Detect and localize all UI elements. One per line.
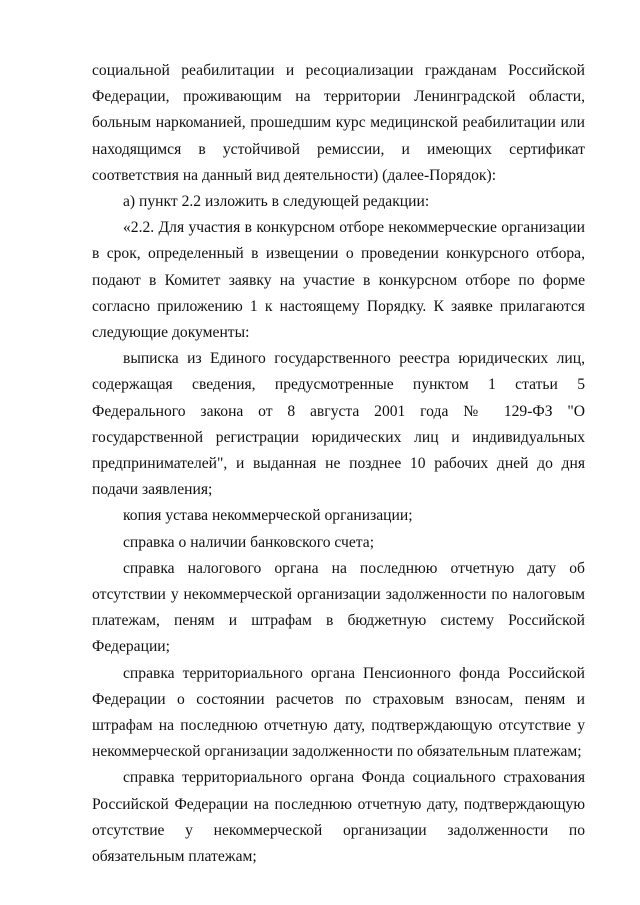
- paragraph-clause-2-2: «2.2. Для участия в конкурсном отборе некоммерческие организации в срок, определенный в извещении о проведении конкурсного отбора, подают в Комитет заявку на участие в конкурсном отборе по форме согласно приложению 1 к настоящему Порядку. К заявке прилагаются следующие документы:: [92, 219, 585, 342]
- paragraph-bank-account: справка о наличии банковского счета;: [123, 533, 375, 551]
- paragraph-tax-certificate: справка налогового органа на последнюю отчетную дату об отсутствии у некоммерческой организации задолженности по налоговым платежам, пеням и штрафам в бюджетную систему Российской Федерации;: [92, 559, 585, 656]
- document-body: [92, 58, 585, 870]
- paragraph-pension-fund-certificate: справка территориального органа Пенсионного фонда Российской Федерации о состоянии расчетов по страховым взносам, пеням и штрафам на последнюю отчетную дату, подтверждающую отсутствие у некоммерческой организации задолженности по обязательным платежам;: [92, 664, 585, 761]
- paragraph-item-a: а) пункт 2.2 изложить в следующей редакции:: [123, 193, 430, 211]
- paragraph-order-intro: социальной реабилитации и ресоциализации гражданам Российской Федерации, проживающим на территории Ленинградской области, больным наркоманией, прошедшим курс медицинской реабилитации или находящимся в устойчивой ремиссии, и имеющих сертификат соответствия на данный вид деятельности) (далее-Порядок):: [92, 62, 585, 184]
- paragraph-charter-copy: копия устава некоммерческой организации;: [123, 507, 413, 525]
- paragraph-social-insurance-certificate: справка территориального органа Фонда социального страхования Российской Федерации на последнюю отчетную дату, подтверждающую отсутствие у некоммерческой организации задолженности по обязательным платежам;: [92, 769, 585, 866]
- paragraph-egrul-extract: выписка из Единого государственного реестра юридических лиц, содержащая сведения, предусмотренные пунктом 1 статьи 5 Федерального закона от 8 августа 2001 года № 129-ФЗ "О государственной регистрации юридических лиц и индивидуальных предпринимателей", и выданная не позднее 10 рабочих дней до дня подачи заявления;: [92, 350, 585, 499]
